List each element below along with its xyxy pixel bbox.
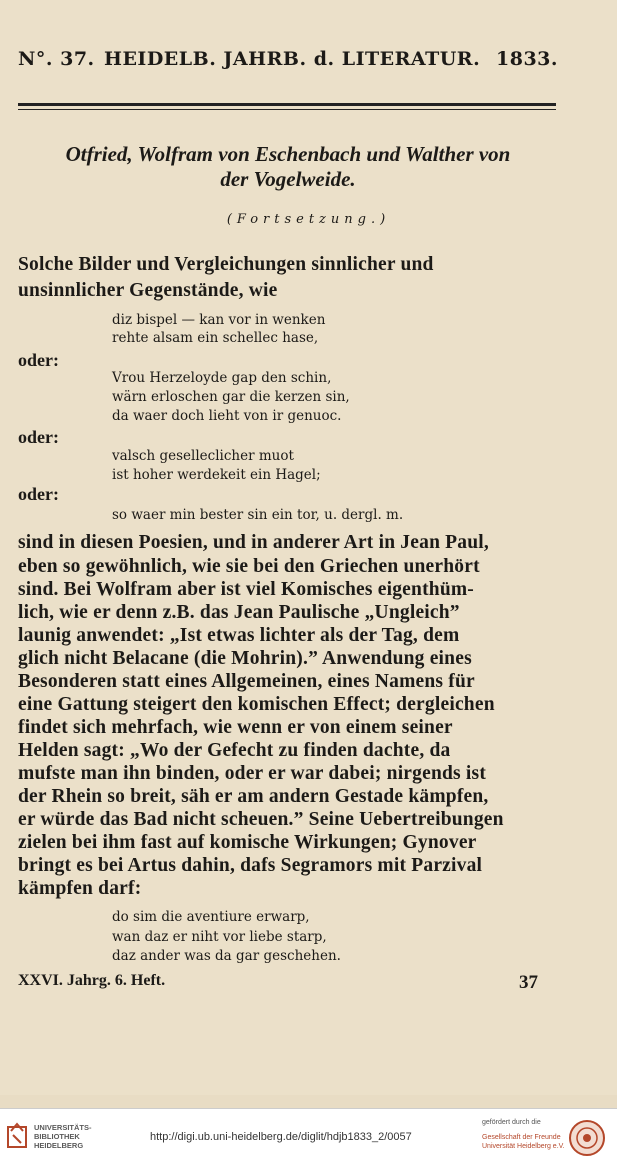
verse-line: daz ander was da gar geschehen. — [112, 948, 341, 964]
oder-label: oder: — [18, 350, 59, 370]
text-line: findet sich mehrfach, wie wenn er von einem seiner — [18, 717, 453, 738]
text-line: Helden sagt: „Wo der Gefecht zu finden dachte, da — [18, 740, 451, 761]
year: 1833. — [496, 48, 558, 70]
text-line: sind in diesen Poesien, und in anderer Art in Jean Paul, — [18, 532, 489, 553]
title-line-1: Otfried, Wolfram von Eschenbach und Walther von — [65, 142, 511, 166]
text-line: sind. Bei Wolfram aber ist viel Komisches eigenthüm- — [18, 579, 475, 600]
funded-by-label: gefördert durch die — [482, 1119, 541, 1126]
verse-line: so waer min bester sin ein tor, u. dergl. m. — [112, 507, 404, 523]
library-name: UNIVERSITÄTS- BIBLIOTHEK HEIDELBERG — [34, 1123, 92, 1150]
text-line: Besonderen statt eines Allgemeinen, eines Namens für — [18, 671, 475, 692]
title-line-2: der Vogelweide. — [220, 167, 356, 191]
oder-label: oder: — [18, 484, 59, 504]
header-rule-thin — [18, 109, 556, 110]
society-name: Gesellschaft der Freunde Universität Heidelberg e.V. — [482, 1134, 565, 1150]
continuation-note: (Fortsetzung.) — [226, 212, 391, 227]
verse-line: do sim die aventiure erwarp, — [112, 909, 310, 925]
permalink-url[interactable]: http://digi.ub.uni-heidelberg.de/diglit/hdjb1833_2/0057 — [150, 1131, 412, 1143]
text-line: eben so gewöhnlich, wie sie bei den Griechen unerhört — [18, 556, 480, 577]
verse-line: ist hoher werdekeit ein Hagel; — [112, 467, 321, 483]
text-line: mufste man ihn binden, oder er war dabei; nirgends ist — [18, 763, 487, 784]
text-line: kämpfen darf: — [18, 878, 142, 899]
text-line: launig anwendet: „Ist etwas lichter als der Tag, dem — [18, 625, 460, 646]
digital-library-bar — [0, 1108, 617, 1162]
text-line: der Rhein so breit, säh er am andern Gestade kämpfen, — [18, 786, 489, 807]
text-line: bringt es bei Artus dahin, dafs Segramors mit Parzival — [18, 855, 483, 876]
verse-line: Vrou Herzeloyde gap den schin, — [112, 370, 332, 386]
university-library-logo-icon — [6, 1121, 28, 1149]
journal-title: HEIDELB. JAHRB. d. LITERATUR. — [104, 48, 481, 70]
verse-line: wan daz er niht vor liebe starp, — [112, 929, 327, 945]
header-rule-thick — [18, 103, 556, 106]
text-line: Solche Bilder und Vergleichungen sinnlicher und — [18, 254, 434, 275]
verse-line: da waer doch lieht von ir genuoc. — [112, 408, 342, 424]
verse-line: wärn erloschen gar die kerzen sin, — [112, 389, 350, 405]
issue-number: N°. 37. — [18, 48, 95, 70]
text-line: lich, wie er denn z.B. das Jean Paulische „Ungleich” — [18, 602, 460, 623]
volume-signature: XXVI. Jahrg. 6. Heft. — [18, 972, 166, 989]
text-line: eine Gattung steigert den komischen Effect; dergleichen — [18, 694, 495, 715]
text-line: er würde das Bad nicht scheuen.” Seine Uebertreibungen — [18, 809, 504, 830]
text-line: unsinnlicher Gegenstände, wie — [18, 280, 278, 301]
text-line: zielen bei ihm fast auf komische Wirkungen; Gynover — [18, 832, 477, 853]
page-number: 37 — [519, 972, 538, 993]
article-title — [18, 142, 558, 192]
verse-line: rehte alsam ein schellec hase, — [112, 330, 319, 346]
verse-line: diz bispel — kan vor in wenken — [112, 312, 326, 328]
verse-line: valsch geselleclicher muot — [112, 448, 294, 464]
oder-label: oder: — [18, 427, 59, 447]
text-line: glich nicht Belacane (die Mohrin).” Anwendung eines — [18, 648, 472, 669]
society-seal-icon — [568, 1119, 606, 1157]
page-footer — [18, 972, 538, 993]
